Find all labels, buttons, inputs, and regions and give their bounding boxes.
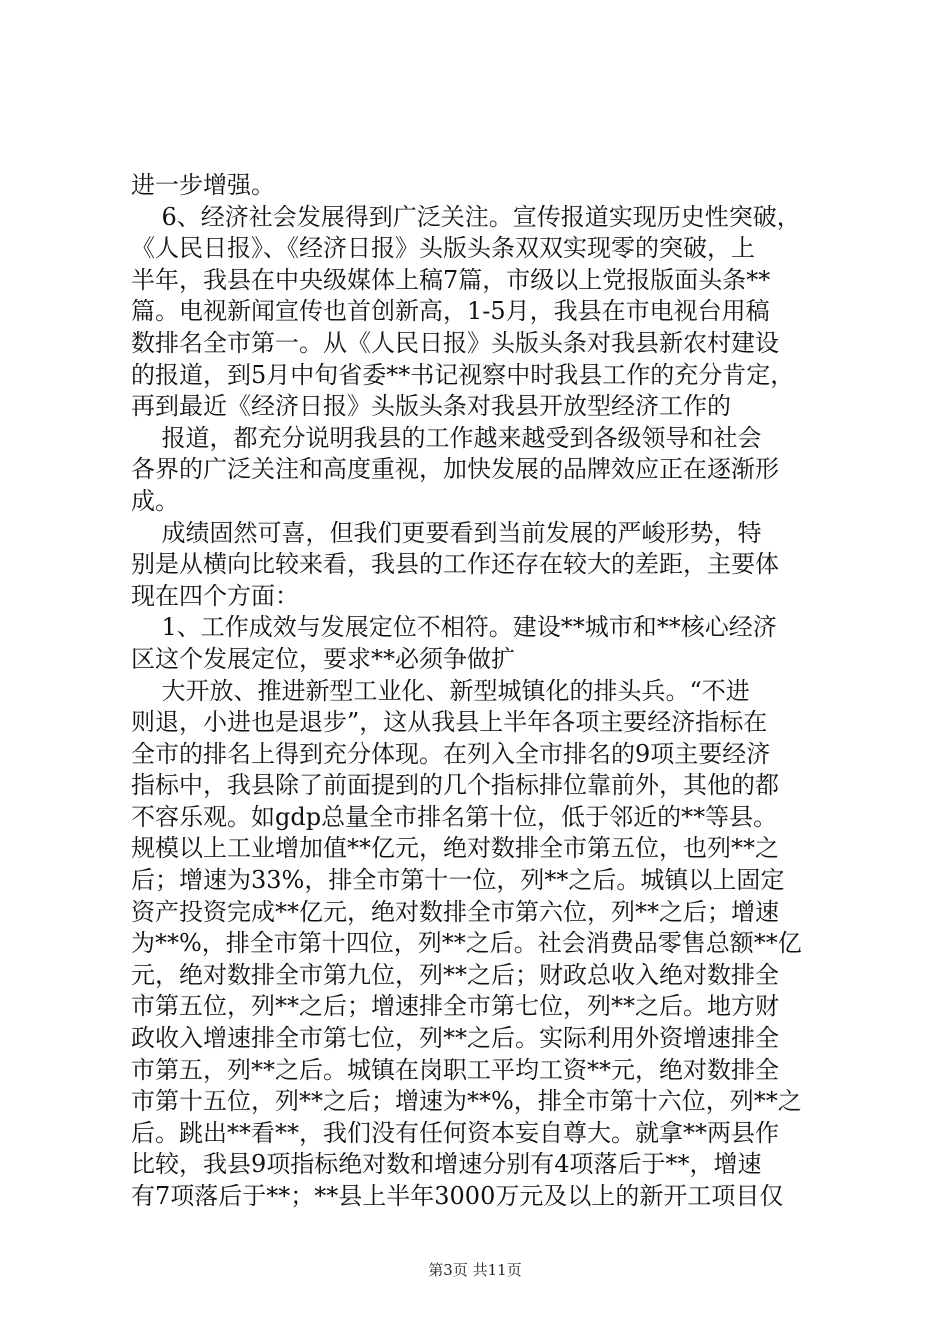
- text-line: 别是从横向比较来看，我县的工作还存在较大的差距，主要体: [131, 550, 779, 579]
- page-number-footer: 第3页 共11页: [428, 1261, 522, 1279]
- text-line: 报道，都充分说明我县的工作越来越受到各级领导和社会: [131, 423, 762, 452]
- text-line: 后；增速为33%，排全市第十一位，列**之后。城镇以上固定: [131, 866, 785, 895]
- text-line: 各界的广泛关注和高度重视，加快发展的品牌效应正在逐渐形: [131, 455, 779, 484]
- text-line: 进一步增强。: [131, 171, 275, 199]
- text-line: 政收入增速排全市第七位，列**之后。实际利用外资增速排全: [131, 1024, 779, 1053]
- text-line: 不容乐观。如gdp总量全市排名第十位，低于邻近的**等县。: [131, 802, 778, 831]
- text-line: 的报道，到5月中旬省委**书记视察中时我县工作的充分肯定，: [131, 360, 795, 389]
- text-line: 成。: [131, 486, 179, 515]
- text-line: 6、经济社会发展得到广泛关注。宣传报道实现历史性突破，: [131, 202, 801, 231]
- text-line: 资产投资完成**亿元，绝对数排全市第六位，列**之后；增速: [131, 897, 779, 926]
- text-line: 规模以上工业增加值**亿元，绝对数排全市第五位，也列**之: [131, 834, 779, 863]
- text-line: 有7项落后于**；**县上半年3000万元及以上的新开工项目仅: [131, 1182, 784, 1210]
- text-line: 全市的排名上得到充分体现。在列入全市排名的9项主要经济: [131, 739, 771, 768]
- text-line: 再到最近《经济日报》头版头条对我县开放型经济工作的: [131, 392, 731, 421]
- text-line: 现在四个方面：: [131, 581, 299, 610]
- text-line: 市第五位，列**之后；增速排全市第七位，列**之后。地方财: [131, 992, 779, 1021]
- text-line: 《人民日报》、《经济日报》头版头条双双实现零的突破，上: [131, 234, 755, 263]
- text-line: 后。跳出**看**，我们没有任何资本妄自尊大。就拿**两县作: [131, 1118, 779, 1147]
- text-line: 1、工作成效与发展定位不相符。建设**城市和**核心经济: [131, 613, 777, 642]
- text-line: 数排名全市第一。从《人民日报》头版头条对我县新农村建设: [131, 328, 779, 357]
- text-line: 指标中，我县除了前面提到的几个指标排位靠前外，其他的都: [131, 771, 779, 800]
- text-line: 大开放、推进新型工业化、新型城镇化的排头兵。“不进: [131, 676, 750, 705]
- text-line: 元，绝对数排全市第九位，列**之后；财政总收入绝对数排全: [131, 960, 779, 989]
- text-line: 市第十五位，列**之后；增速为**%，排全市第十六位，列**之: [131, 1087, 802, 1116]
- body-text: [131, 170, 843, 1213]
- text-line: 比较，我县9项指标绝对数和增速分别有4项落后于**，增速: [131, 1150, 762, 1179]
- text-line: 成绩固然可喜，但我们更要看到当前发展的严峻形势，特: [131, 518, 762, 547]
- text-line: 则退，小进也是退步”，这从我县上半年各项主要经济指标在: [131, 708, 768, 737]
- text-line: 篇。电视新闻宣传也首创新高，1-5月，我县在市电视台用稿: [131, 297, 770, 326]
- text-line: 市第五，列**之后。城镇在岗职工平均工资**元，绝对数排全: [131, 1055, 779, 1084]
- text-line: 为**%，排全市第十四位，列**之后。社会消费品零售总额**亿: [131, 929, 802, 958]
- text-line: 区这个发展定位，要求**必须争做扩: [131, 644, 515, 673]
- text-line: 半年，我县在中央级媒体上稿7篇，市级以上党报版面头条**: [131, 265, 771, 294]
